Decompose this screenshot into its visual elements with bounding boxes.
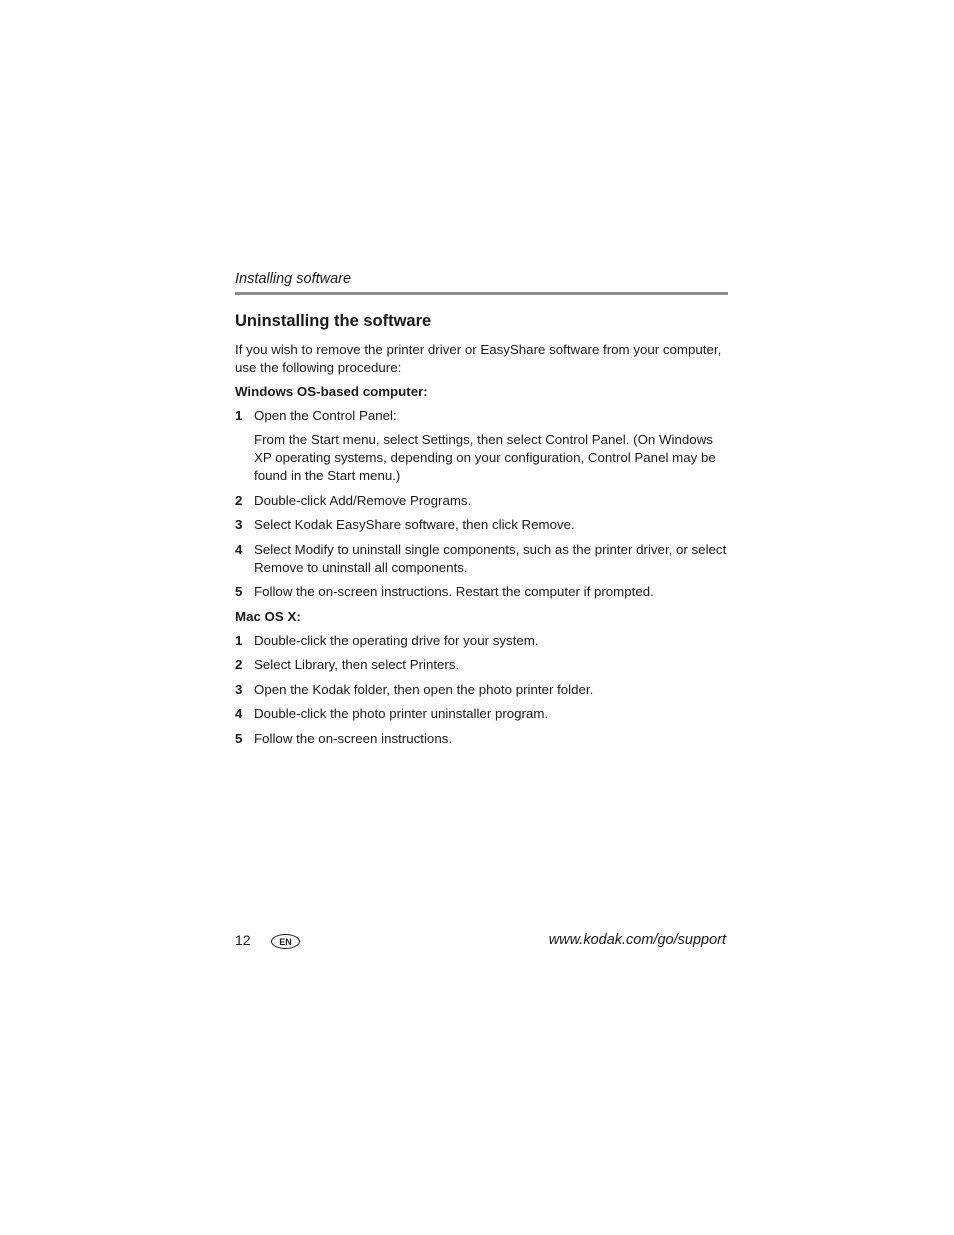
step-number: 2 xyxy=(235,657,243,672)
mac-heading: Mac OS X: xyxy=(235,608,301,624)
step-number: 3 xyxy=(235,681,243,697)
support-url: www.kodak.com/go/support xyxy=(548,932,726,948)
step-number: 3 xyxy=(235,517,243,532)
step-text: Double-click the photo printer uninstaller program. xyxy=(254,706,549,721)
intro-paragraph: If you wish to remove the printer driver or EasyShare software from your computer, use the following procedure: xyxy=(235,342,722,375)
step-text: Open the Kodak folder, then open the photo printer folder. xyxy=(254,681,594,697)
mac-step xyxy=(235,681,728,699)
section-title: Uninstalling the software xyxy=(235,312,432,330)
step-text: Open the Control Panel: xyxy=(254,408,397,423)
step-number: 4 xyxy=(235,541,243,557)
mac-step xyxy=(235,632,728,650)
windows-step xyxy=(235,516,728,534)
step-number: 5 xyxy=(235,730,243,746)
windows-step xyxy=(235,583,728,601)
page-number: 12 xyxy=(235,932,251,948)
windows-step xyxy=(235,407,728,485)
step-number: 2 xyxy=(235,492,243,508)
step-number: 1 xyxy=(235,632,243,648)
step-text: Follow the on-screen instructions. xyxy=(254,730,453,746)
mac-step xyxy=(235,705,728,723)
header-divider xyxy=(235,292,728,295)
windows-step xyxy=(235,541,728,577)
windows-step xyxy=(235,492,728,510)
windows-heading: Windows OS-based computer: xyxy=(235,384,428,399)
language-badge-icon: EN xyxy=(271,934,300,949)
step-text: Double-click the operating drive for your system. xyxy=(254,632,539,648)
step-text: Select Library, then select Printers. xyxy=(254,657,460,672)
page-footer xyxy=(235,931,728,953)
mac-steps xyxy=(235,632,728,748)
mac-step xyxy=(235,730,728,748)
step-text: Select Kodak EasyShare software, then click Remove. xyxy=(254,517,575,532)
step-detail: From the Start menu, select Settings, then select Control Panel. (On Windows XP operating systems, depending on your configuration, Control Panel may be found in the Start menu.) xyxy=(254,432,716,483)
step-number: 4 xyxy=(235,706,243,721)
step-text: Follow the on-screen instructions. Restart the computer if prompted. xyxy=(254,584,654,599)
mac-step xyxy=(235,656,728,674)
windows-steps xyxy=(235,407,728,601)
page-content xyxy=(235,311,728,754)
step-text: Double-click Add/Remove Programs. xyxy=(254,492,472,508)
running-header: Installing software xyxy=(235,271,352,287)
step-number: 5 xyxy=(235,584,243,599)
step-text: Select Modify to uninstall single components, such as the printer driver, or select Remove to uninstall all components. xyxy=(254,541,727,575)
step-number: 1 xyxy=(235,408,243,423)
manual-page xyxy=(235,0,728,1235)
